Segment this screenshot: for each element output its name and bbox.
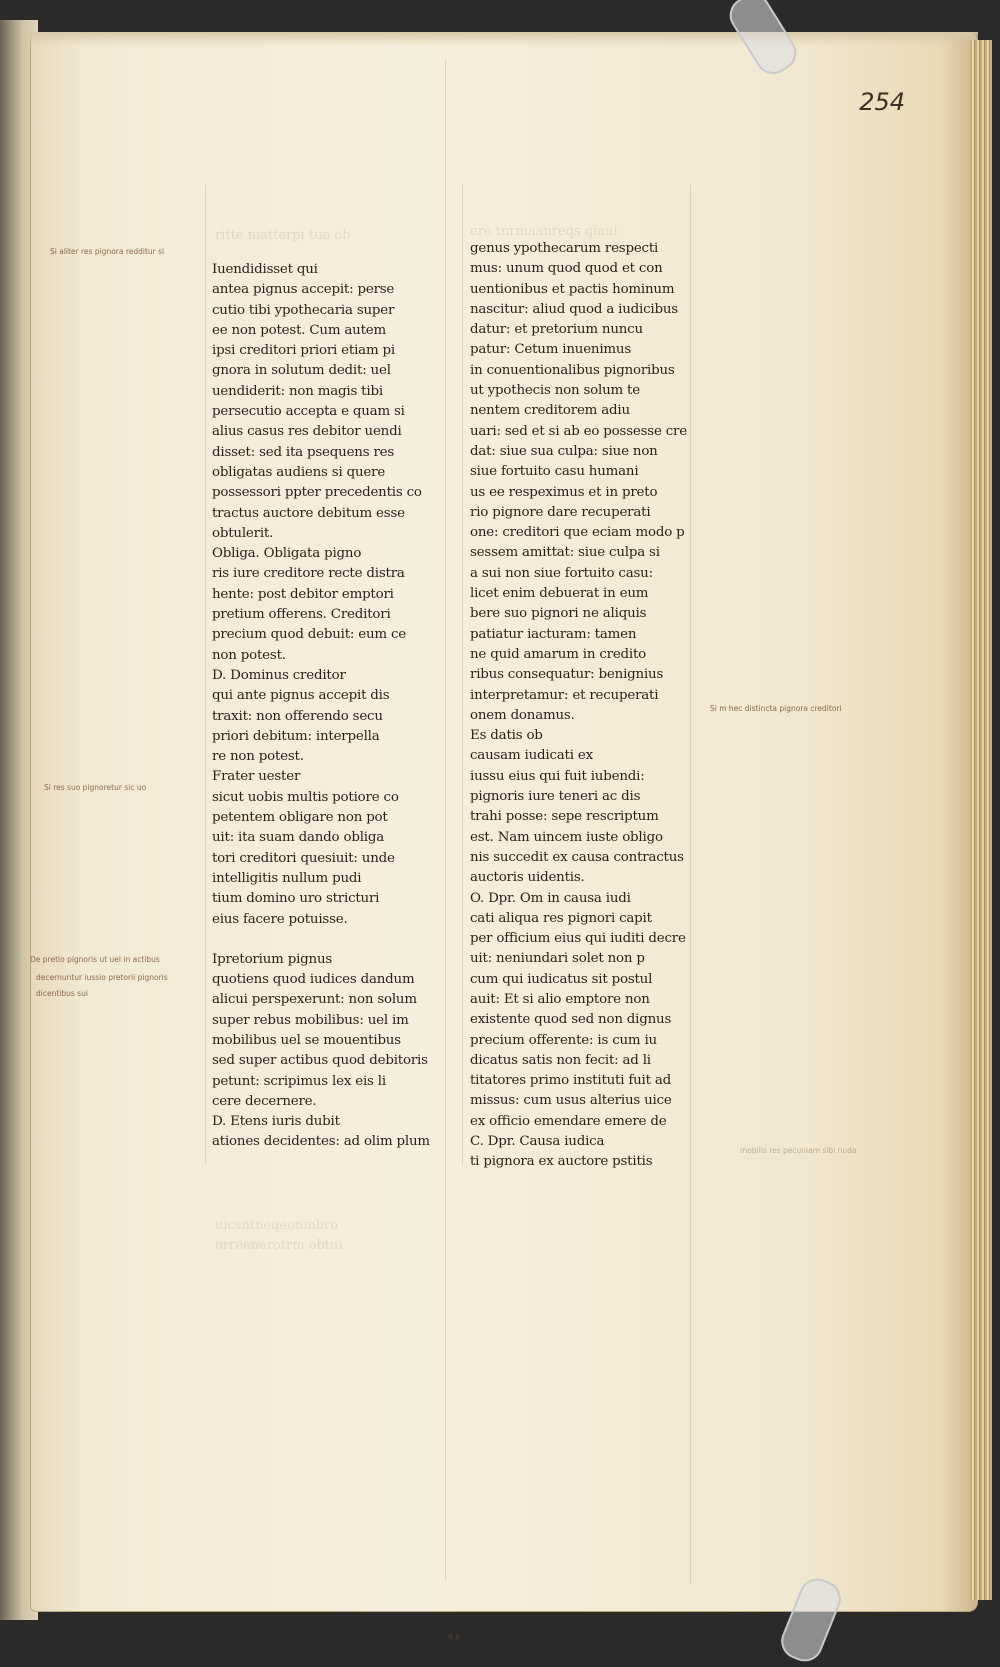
text-line: trahi posse: sepe rescriptum bbox=[470, 809, 659, 825]
text-line: re non potest. bbox=[212, 749, 304, 765]
text-line: rio pignore dare recuperati bbox=[470, 504, 651, 520]
text-line: obtulerit. bbox=[212, 525, 274, 541]
text-line: licet enim debuerat in eum bbox=[470, 586, 649, 602]
text-line: one: creditori que eciam modo p bbox=[470, 525, 685, 541]
marginal-gloss: dicentibus sui bbox=[36, 989, 88, 998]
text-line: nascitur: aliud quod a iudicibus bbox=[470, 301, 678, 317]
show-through-text: uicsntneqeonmbro bbox=[215, 1218, 339, 1233]
text-line: ut ypothecis non solum te bbox=[470, 383, 640, 399]
text-line: interpretamur: et recuperati bbox=[470, 687, 659, 703]
text-line: missus: cum usus alterius uice bbox=[470, 1093, 672, 1109]
text-line: Obliga. Obligata pigno bbox=[212, 546, 362, 562]
text-line: ee non potest. Cum autem bbox=[212, 322, 387, 338]
text-line: ipsi creditori priori etiam pi bbox=[212, 343, 395, 359]
ruling-line bbox=[205, 185, 206, 1165]
folio-number: 254 bbox=[859, 88, 905, 116]
text-line: ribus consequatur: benignius bbox=[470, 667, 664, 683]
text-line: intelligitis nullum pudi bbox=[212, 870, 362, 886]
marginal-gloss: Si m hec distincta pignora creditori bbox=[710, 704, 842, 713]
text-line: D. Dominus creditor bbox=[212, 667, 346, 683]
text-line: Frater uester bbox=[212, 769, 301, 785]
text-line: per officium eius qui iuditi decre bbox=[470, 931, 686, 947]
text-line: possessori ppter precedentis co bbox=[212, 485, 422, 501]
text-line: ris iure creditore recte distra bbox=[212, 566, 405, 582]
marginal-gloss: mobilis res pecuniam sibi nuda bbox=[740, 1146, 857, 1155]
text-line: est. Nam uincem iuste obligo bbox=[470, 829, 663, 845]
marginal-gloss: De pretio pignoris ut uel in actibus bbox=[30, 955, 160, 964]
marginal-gloss: d e bbox=[448, 1632, 460, 1641]
text-line: persecutio accepta e quam si bbox=[212, 404, 405, 420]
text-line: alicui perspexerunt: non solum bbox=[212, 992, 417, 1008]
text-line: mus: unum quod quod et con bbox=[470, 261, 663, 277]
text-line: tractus auctore debitum esse bbox=[212, 505, 405, 521]
marginal-gloss: decernuntur iussio pretorii pignoris bbox=[36, 973, 168, 982]
text-line: a sui non siue fortuito casu: bbox=[470, 565, 653, 581]
text-line: petunt: scripimus lex eis li bbox=[212, 1073, 386, 1089]
ruling-line bbox=[462, 185, 463, 1165]
text-line: tori creditori quesiuit: unde bbox=[212, 850, 395, 866]
marginal-gloss: Si aliter res pignora redditur si bbox=[50, 247, 165, 256]
text-line: iussu eius qui fuit iubendi: bbox=[470, 768, 645, 784]
text-line: D. Etens iuris dubit bbox=[212, 1114, 340, 1130]
text-line: ne quid amarum in credito bbox=[470, 646, 647, 662]
text-line: datur: et pretorium nuncu bbox=[470, 322, 643, 338]
text-line: super rebus mobilibus: uel im bbox=[212, 1012, 409, 1028]
text-line: qui ante pignus accepit dis bbox=[212, 688, 390, 704]
text-line: uendiderit: non magis tibi bbox=[212, 383, 383, 399]
text-line: pignoris iure teneri ac dis bbox=[470, 789, 641, 805]
text-line: Ipretorium pignus bbox=[212, 951, 333, 967]
text-line: dat: siue sua culpa: siue non bbox=[470, 443, 658, 459]
text-line: in conuentionalibus pignoribus bbox=[470, 362, 675, 378]
text-line: nentem creditorem adiu bbox=[470, 403, 630, 419]
text-line: cati aliqua res pignori capit bbox=[470, 910, 652, 926]
text-line: mobilibus uel se mouentibus bbox=[212, 1032, 401, 1048]
text-line: patiatur iacturam: tamen bbox=[470, 626, 637, 642]
text-line: precium quod debuit: eum ce bbox=[212, 627, 406, 643]
text-line: traxit: non offerendo secu bbox=[212, 708, 383, 724]
text-line bbox=[212, 930, 437, 950]
text-line: causam iudicati ex bbox=[470, 748, 593, 764]
text-column-right bbox=[470, 239, 695, 1173]
text-line: Es datis ob bbox=[470, 728, 543, 744]
text-line: sessem amittat: siue culpa si bbox=[470, 545, 660, 561]
text-line: O. Dpr. Om in causa iudi bbox=[470, 890, 631, 906]
text-line: disset: sed ita psequens res bbox=[212, 444, 395, 460]
text-line: sed super actibus quod debitoris bbox=[212, 1053, 428, 1069]
show-through-text: ritte niatterpi tuo ob bbox=[215, 228, 351, 243]
text-line: uari: sed et si ab eo possesse cre bbox=[470, 423, 687, 439]
text-line: patur: Cetum inuenimus bbox=[470, 342, 632, 358]
text-line: pretium offerens. Creditori bbox=[212, 607, 391, 623]
text-line: cum qui iudicatus sit postul bbox=[470, 971, 653, 987]
text-line: us ee respeximus et in preto bbox=[470, 484, 658, 500]
ruling-line bbox=[445, 60, 446, 1580]
text-line: siue fortuito casu humani bbox=[470, 464, 639, 480]
text-line: sicut uobis multis potiore co bbox=[212, 789, 399, 805]
text-column-left bbox=[212, 260, 437, 1153]
text-line: C. Dpr. Causa iudica bbox=[470, 1134, 605, 1150]
text-line: quotiens quod iudices dandum bbox=[212, 972, 415, 988]
text-line: auit: Et si alio emptore non bbox=[470, 991, 650, 1007]
text-line: dicatus satis non fecit: ad li bbox=[470, 1052, 651, 1068]
text-line: obligatas audiens si quere bbox=[212, 464, 386, 480]
text-line: antea pignus accepit: perse bbox=[212, 282, 395, 298]
text-line: cere decernere. bbox=[212, 1093, 317, 1109]
text-line: Iuendidisset qui bbox=[212, 262, 318, 277]
text-line: ex officio emendare emere de bbox=[470, 1113, 667, 1129]
show-through-text: orreenerotrm obtui bbox=[215, 1238, 343, 1253]
text-line: uit: neniundari solet non p bbox=[470, 951, 645, 967]
text-line: auctoris uidentis. bbox=[470, 870, 585, 886]
text-line: tium domino uro stricturi bbox=[212, 891, 380, 907]
page-fore-edge bbox=[970, 40, 992, 1600]
text-line: priori debitum: interpella bbox=[212, 728, 380, 744]
text-line: onem donamus. bbox=[470, 707, 575, 723]
text-line: non potest. bbox=[212, 647, 286, 663]
text-line: eius facere potuisse. bbox=[212, 911, 348, 927]
text-line: petentem obligare non pot bbox=[212, 810, 388, 826]
text-line: hente: post debitor emptori bbox=[212, 586, 394, 602]
text-line: gnora in solutum dedit: uel bbox=[212, 363, 391, 379]
text-line: nis succedit ex causa contractus bbox=[470, 849, 684, 865]
text-line: ationes decidentes: ad olim plum bbox=[212, 1134, 430, 1150]
text-line: existente quod sed non dignus bbox=[470, 1012, 672, 1028]
text-line: bere suo pignori ne aliquis bbox=[470, 606, 647, 622]
text-line: titatores primo instituti fuit ad bbox=[470, 1073, 672, 1089]
text-line: ti pignora ex auctore pstitis bbox=[470, 1154, 653, 1170]
marginal-gloss: Si res suo pignoretur sic uo bbox=[44, 783, 147, 792]
text-line: alius casus res debitor uendi bbox=[212, 424, 402, 440]
text-line: precium offerente: is cum iu bbox=[470, 1032, 657, 1048]
text-line: cutio tibi ypothecaria super bbox=[212, 302, 395, 318]
show-through-text: ere tnrmaanreqs qiaui bbox=[470, 224, 618, 239]
text-line: uit: ita suam dando obliga bbox=[212, 830, 385, 846]
page-shadow bbox=[30, 32, 978, 46]
text-line: genus ypothecarum respecti bbox=[470, 241, 659, 256]
text-line: uentionibus et pactis hominum bbox=[470, 281, 675, 297]
